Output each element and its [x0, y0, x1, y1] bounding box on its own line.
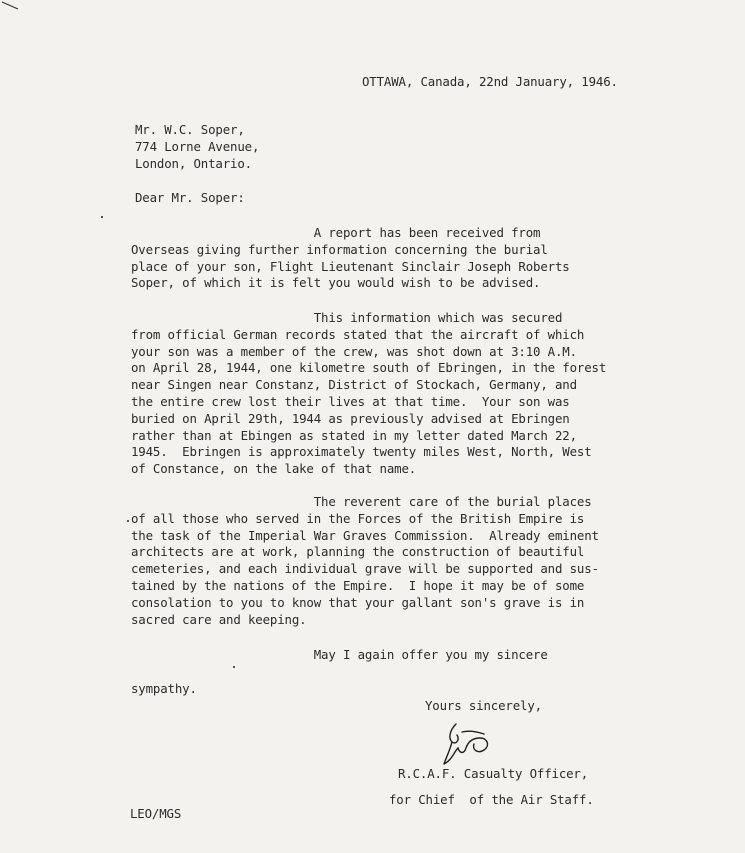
paragraph-line: buried on April 29th, 1944 as previously advised at Ebringen [131, 410, 570, 426]
paragraph-line: A report has been received from [131, 225, 541, 240]
paragraph-line [131, 664, 691, 681]
address-line-2: 774 Lorne Avenue, [135, 139, 260, 154]
paper-speck [233, 666, 235, 668]
paragraph-line: from official German records stated that the aircraft of which [131, 326, 585, 342]
signature-title-1: R.C.A.F. Casualty Officer, [398, 766, 589, 781]
paragraph-line: of Constance, on the lake of that name. [131, 461, 417, 477]
paper-speck [127, 520, 129, 522]
salutation: Dear Mr. Soper: [135, 190, 245, 205]
paragraph-line: of all those who served in the Forces of the British Empire is [131, 510, 585, 526]
paragraph-line: This information which was secured [131, 310, 563, 325]
paragraph-line: tained by the nations of the Empire. I hope it may be of some [131, 577, 585, 593]
address-line-3: London, Ontario. [135, 156, 252, 171]
paragraph-line: sympathy. [131, 680, 197, 696]
address-line-1: Mr. W.C. Soper, [135, 122, 245, 137]
paragraph-line: on April 28, 1944, one kilometre south of Ebringen, in the forest [131, 360, 607, 376]
handwritten-signature [440, 718, 500, 768]
paragraph-line: Soper, of which it is felt you would wish to be advised. [131, 275, 541, 291]
paragraph-3 [131, 494, 691, 628]
reference-initials: LEO/MGS [130, 806, 182, 821]
paragraph-line: sacred care and keeping. [131, 611, 307, 627]
paragraph-line: cemeteries, and each individual grave will be supported and sus- [131, 561, 599, 577]
paragraph-2 [131, 310, 691, 478]
paragraph-line: architects are at work, planning the construction of beautiful [131, 544, 585, 560]
paragraph-line: consolation to you to know that your gallant son's grave is in [131, 594, 585, 610]
paragraph-line: near Singen near Constanz, District of Stockach, Germany, and [131, 377, 577, 393]
paragraph-1 [131, 225, 691, 292]
paragraph-line: your son was a member of the crew, was shot down at 3:10 A.M. [131, 343, 577, 359]
paragraph-line: the task of the Imperial War Graves Commission. Already eminent [131, 527, 599, 543]
paragraph-line: The reverent care of the burial places [131, 494, 592, 509]
paragraph-line: May I again offer you my sincere [131, 647, 548, 662]
paragraph-line: place of your son, Flight Lieutenant Sinclair Joseph Roberts [131, 258, 570, 274]
paragraph-line: 1945. Ebringen is approximately twenty miles West, North, West [131, 444, 592, 460]
corner-mark-icon [0, 0, 20, 14]
paragraph-line: the entire crew lost their lives at that time. Your son was [131, 393, 570, 409]
dateline: OTTAWA, Canada, 22nd January, 1946. [362, 74, 618, 89]
paragraph-line: Overseas giving further information concerning the burial [131, 241, 548, 257]
paragraph-4 [131, 647, 691, 697]
signature-title-2: for Chief of the Air Staff. [389, 792, 594, 807]
closing: Yours sincerely, [425, 698, 542, 713]
paragraph-line: rather than at Ebingen as stated in my letter dated March 22, [131, 427, 577, 443]
paper-speck [101, 216, 103, 218]
